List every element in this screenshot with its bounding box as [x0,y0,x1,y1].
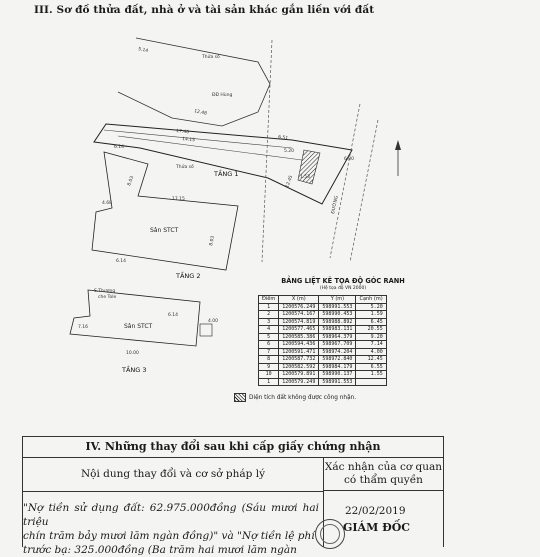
coord-table-cell: 1 [259,378,279,386]
coord-table-row [259,303,387,311]
changes-signer: GIÁM ĐỐC [343,521,411,534]
coord-table-cell: 20.55 [356,326,386,334]
coord-table-subtitle: (Hệ tọa độ VN 2000) [319,286,367,291]
dim-12: 7.16 [78,325,89,330]
coord-table-cell: 5 [259,333,279,341]
coord-table-cell: 6.45 [356,318,386,326]
coord-table-header [259,296,387,304]
changes-body-line2: chín trăm bảy mươi lăm ngàn đồng)" và "Nợ tiền lệ phí [23,530,315,542]
floor3-yard-label: Sân STCT [124,323,153,330]
coord-table-row [259,333,387,341]
coord-table-row [259,311,387,319]
hatch-swatch-icon [234,393,246,402]
coord-table-cell: 598974.204 [319,348,356,356]
coord-table-cell: 1200579.249 [279,378,319,386]
dim-4: 14.15 [181,137,196,144]
coord-header-x: X (m) [279,296,319,304]
changes-title: IV. Những thay đổi sau khi cấp giấy chứng nhận [23,437,443,458]
coord-header-edge: Cạnh (m) [356,296,386,304]
floor2-label: TẦNG 2 [176,272,201,280]
coord-table-cell: 1200591.471 [279,348,319,356]
coord-table-cell: 8 [259,356,279,364]
coord-table-cell: 12.45 [356,356,386,364]
section-title: III. Sơ đồ thửa đất, nhà ở và tài sản khác gắn liền với đất [34,4,375,16]
coord-table-cell: 9.20 [356,333,386,341]
dim-19: 1.53 [300,175,311,180]
main-parcel-inner-2 [104,130,292,148]
dim-5: 6.51 [277,135,289,142]
floor3-annex [200,324,212,336]
coord-table-cell: 5.20 [356,303,386,311]
coord-table-cell: 1200577.465 [279,326,319,334]
dim-9: 4.68 [102,201,113,206]
coord-table-cell: 4.00 [356,348,386,356]
coord-table-cell: 1200587.732 [279,356,319,364]
coord-table-cell: 7 [259,348,279,356]
coord-table-cell: 10 [259,371,279,379]
dim-8: 17.15 [172,197,185,202]
coord-table-row [259,348,387,356]
changes-body-line3: trước bạ: 325.000đồng (Ba trăm hai mươi lăm ngàn [23,544,297,556]
dim-13: 10.00 [126,351,139,356]
coord-table-cell: 7.14 [356,341,386,349]
coord-table-cell: 1200574.167 [279,311,319,319]
dim-3: 17.46 [175,129,190,136]
floor3-outline [70,290,200,346]
dim-6: 6.14 [114,145,125,150]
coord-table-row [259,371,387,379]
changes-body [23,501,319,557]
dim-17: 6.00 [344,157,355,162]
changes-col-confirm-line2: có thẩm quyền [344,474,423,486]
dim-14: 4.00 [208,319,219,324]
changes-date: 22/02/2019 [345,505,406,517]
neighbor-top-label: Thửa số [202,55,220,60]
coord-table-row [259,378,387,386]
coord-table-cell: 1200579.891 [279,371,319,379]
coord-table [258,295,387,386]
coord-table-cell: 9 [259,363,279,371]
coord-table-cell: 3 [259,318,279,326]
coord-table-cell: 1200574.819 [279,318,319,326]
coord-table-row [259,326,387,334]
coord-table-cell: 1200576.249 [279,303,319,311]
coord-table-row [259,356,387,364]
floor3-label: TẦNG 3 [122,366,147,374]
coord-table-cell: 1200585.386 [279,333,319,341]
dim-10: 6.14 [116,259,127,264]
coord-table-cell: 598988.892 [319,318,356,326]
coord-table-cell: 1200594.436 [279,341,319,349]
dim-16: 5.20 [284,149,295,154]
coord-table-title: BẢNG LIỆT KÊ TỌA ĐỘ GÓC RANH [281,277,405,285]
coord-table-cell: 598991.553 [319,378,356,386]
legend [234,393,356,402]
coord-table-cell: 598984.179 [319,363,356,371]
coord-table-cell: 598967.709 [319,341,356,349]
dim-11: 8.03 [209,235,217,247]
coord-table-cell: 1 [259,303,279,311]
dim-1: 5.14 [137,47,149,55]
coord-table-cell: 2 [259,311,279,319]
che-tole-label: che Tole [98,295,117,300]
coord-table-cell: 4 [259,326,279,334]
coord-table-row [259,363,387,371]
coord-table-cell: 598991.553 [319,303,356,311]
floor2-yard-label: Sân STCT [150,227,179,234]
s-thuong-label: S.Thượng [94,289,116,294]
road-edge-3 [350,120,378,262]
neighbor-top-owner: ĐĐ Hùng [212,93,233,98]
changes-col-content: Nội dung thay đổi và cơ sở pháp lý [23,457,324,492]
coord-table-row [259,341,387,349]
coord-header-y: Y (m) [319,296,356,304]
coord-header-point: Điểm [259,296,279,304]
neighbor-mid-label: Thửa số [176,165,194,170]
changes-body-line1: "Nợ tiền sử dụng đất: 62.975.000đồng (Sáu mươi hai triệu [23,502,319,528]
dim-2: 12.48 [193,109,208,117]
changes-table [22,436,444,556]
coord-table-cell: 6 [259,341,279,349]
dim-7: 8.03 [127,175,136,187]
legend-text: Diện tích đất không được công nhận. [249,394,357,401]
coord-table-cell: 1200582.592 [279,363,319,371]
coord-table-cell: 1.55 [356,371,386,379]
road-label: ĐƯỜNG [331,195,340,215]
north-arrow-head [395,140,401,150]
coord-table-cell: 598964.379 [319,333,356,341]
coord-table-cell: 6.55 [356,363,386,371]
coord-table-cell [356,378,386,386]
coord-table-cell: 1.59 [356,311,386,319]
dim-15: 6.14 [168,313,179,318]
road-edge-1 [262,40,272,262]
coord-table-cell: 598990.137 [319,371,356,379]
floor1-label: TẦNG 1 [214,170,239,178]
main-parcel-inner [118,136,302,160]
official-seal-icon [315,519,345,549]
dim-18: 12.45 [285,174,295,189]
changes-col-confirm-line1: Xác nhận của cơ quan [324,461,443,473]
changes-col-confirm [324,457,443,491]
coord-table-row [259,318,387,326]
coord-table-cell: 598990.453 [319,311,356,319]
coord-table-cell: 598972.840 [319,356,356,364]
coord-table-cell: 598983.131 [319,326,356,334]
